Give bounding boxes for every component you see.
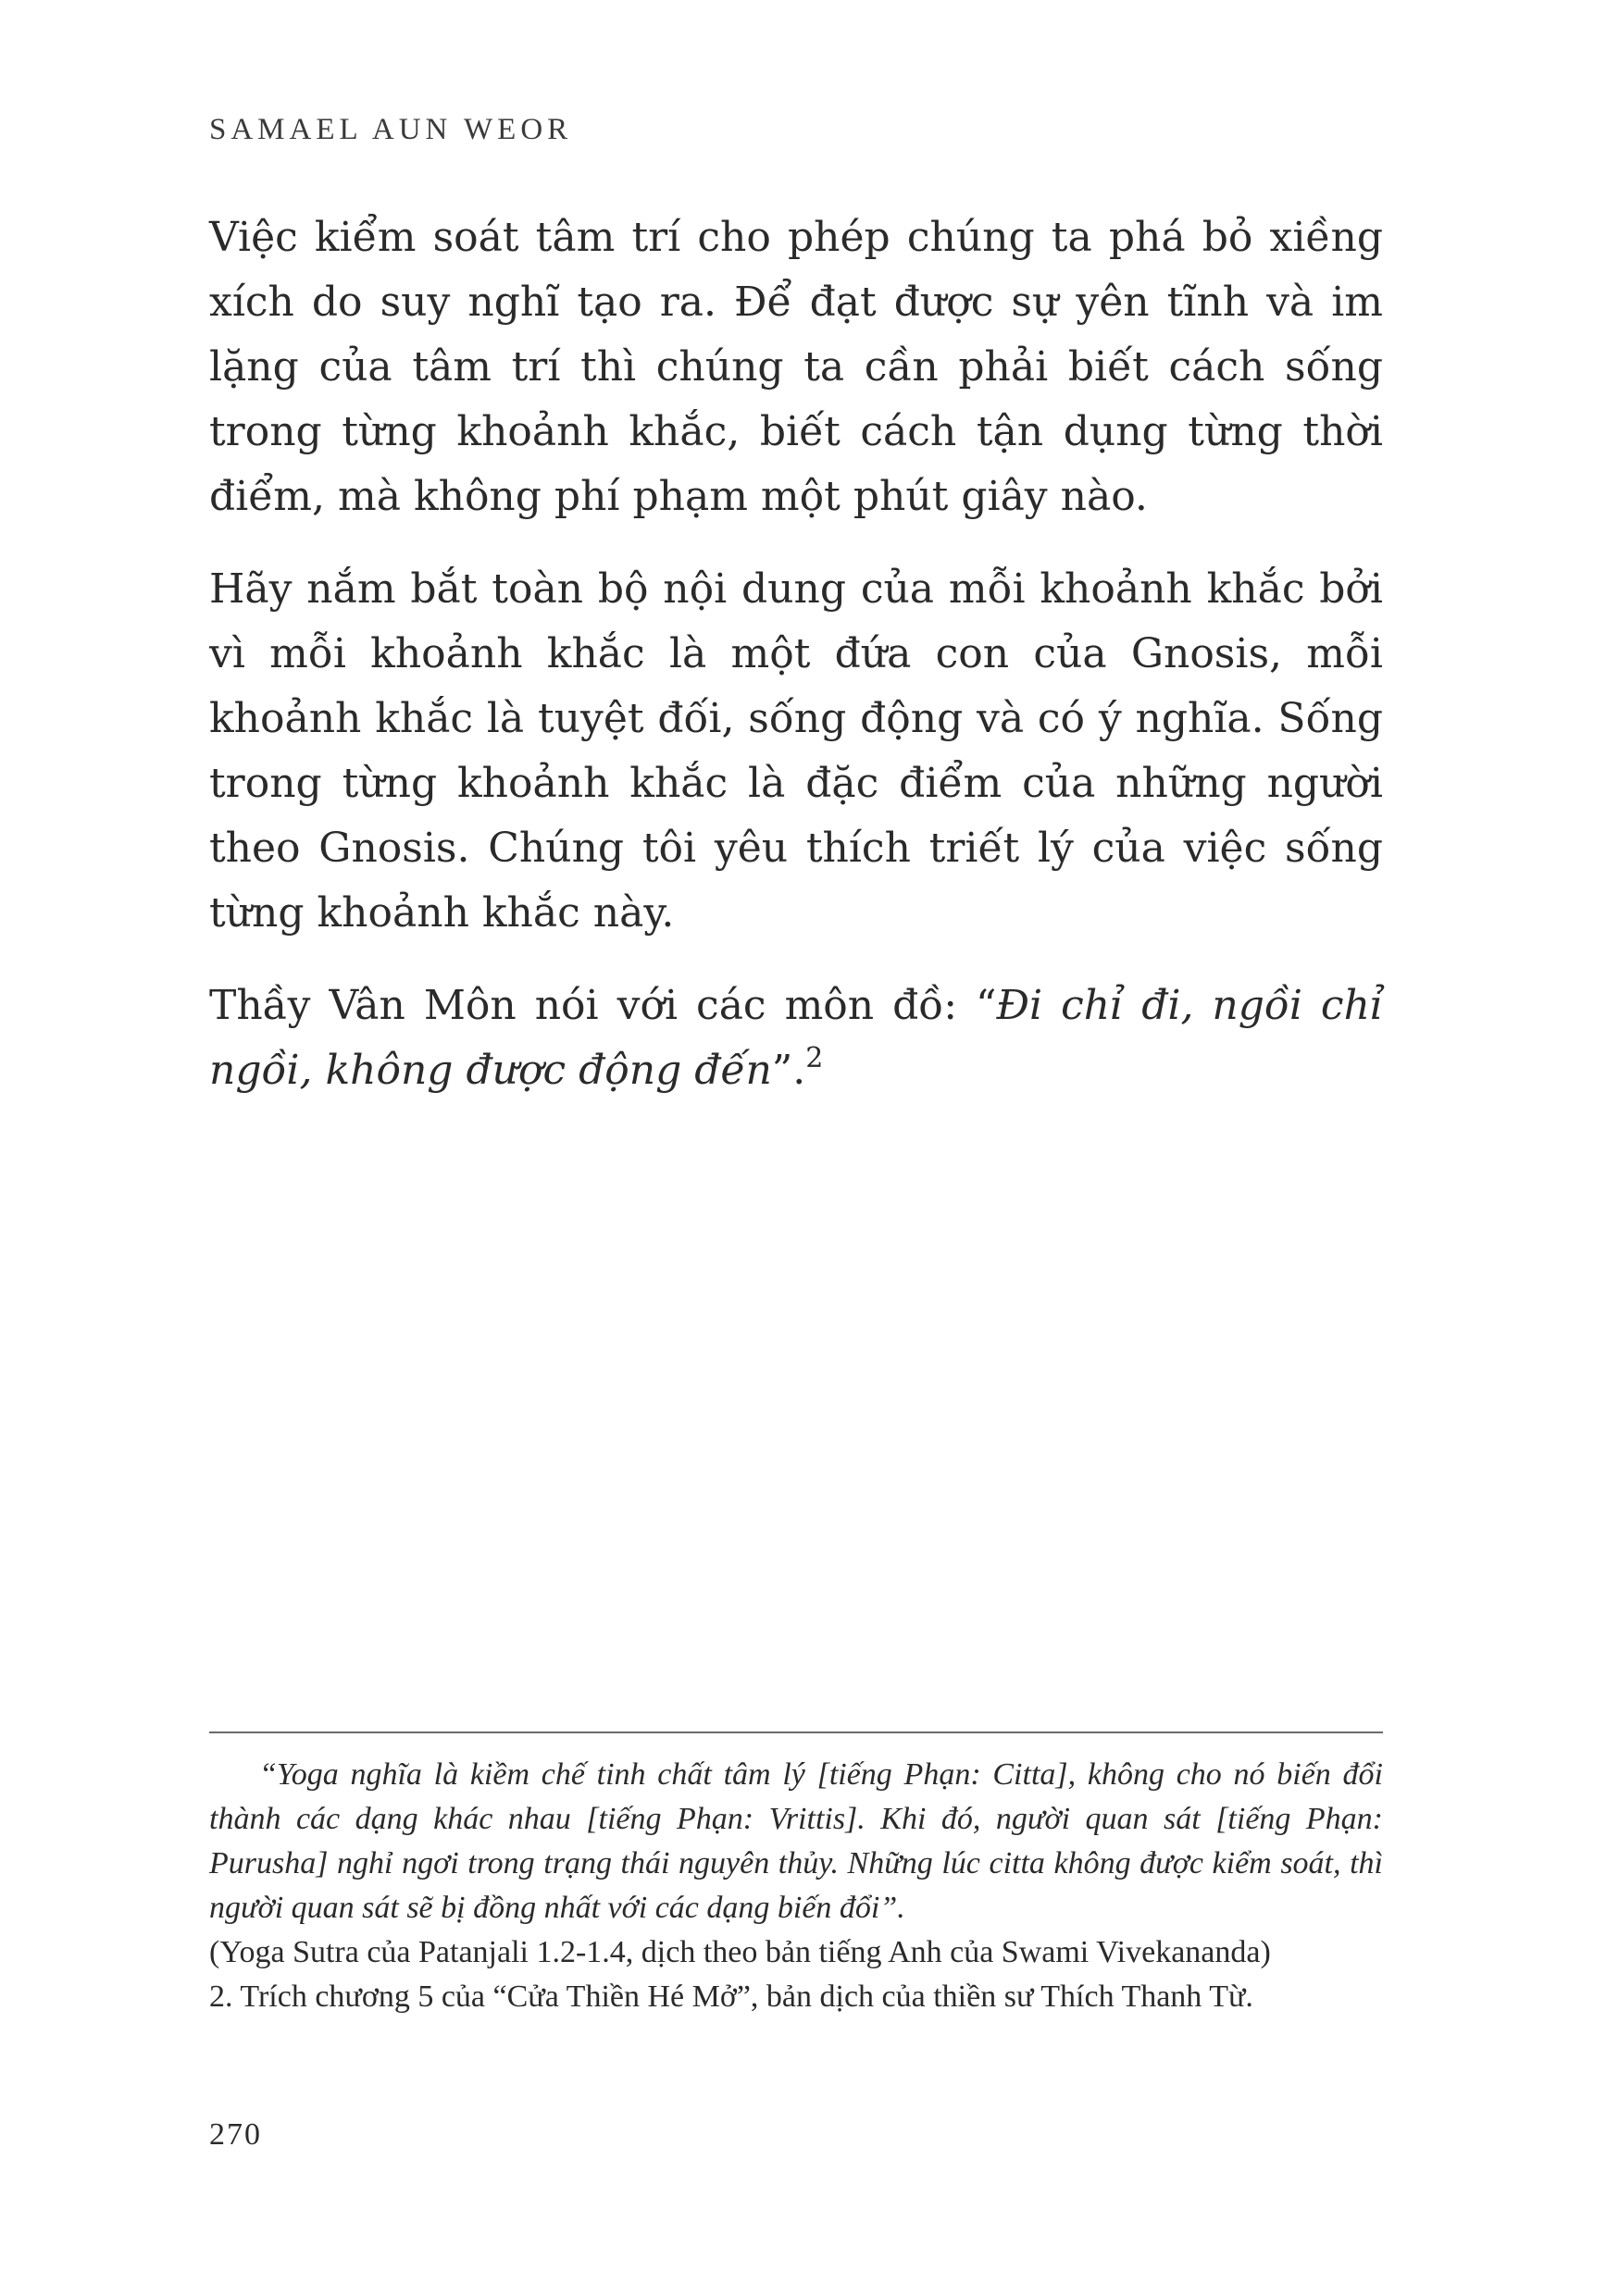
footnotes xyxy=(209,1753,1383,2019)
main-text xyxy=(209,205,1383,1131)
paragraph-2: Hãy nắm bắt toàn bộ nội dung của mỗi khoảnh khắc bởi vì mỗi khoảnh khắc là một đứa con của Gnosis, mỗi khoảnh khắc là tuyệt đối, sống động và có ý nghĩa. Sống trong từng khoảnh khắc là đặc điểm của những người theo Gnosis. Chúng tôi yêu thích triết lý của việc sống từng khoảnh khắc này. xyxy=(209,565,1383,937)
footnote-quote: “Yoga nghĩa là kiềm chế tinh chất tâm lý [tiếng Phạn: Citta], không cho nó biến đổi thành các dạng khác nhau [tiếng Phạn: Vrittis]. Khi đó, người quan sát [tiếng Phạn: Purusha] nghỉ ngơi trong trạng thái nguyên thủy. Những lúc citta không được kiểm soát, thì người quan sát sẽ bị đồng nhất với các dạng biến đổi”. xyxy=(209,1757,1383,1925)
paragraph-3-quote: Đi chỉ đi, ngồi chỉ ngồi, không được động đến xyxy=(209,982,1383,1094)
running-head: SAMAEL AUN WEOR xyxy=(209,113,573,146)
paragraph-3 xyxy=(209,974,1383,1103)
footnote-divider xyxy=(209,1731,1383,1733)
paragraph-3-tail: ”. xyxy=(771,1047,806,1094)
footnote-2: 2. Trích chương 5 của “Cửa Thiền Hé Mở”, bản dịch của thiền sư Thích Thanh Từ. xyxy=(209,1980,1253,2014)
footnote-source: (Yoga Sutra của Patanjali 1.2-1.4, dịch theo bản tiếng Anh của Swami Vivekananda) xyxy=(209,1935,1271,1969)
footnote-reference: 2 xyxy=(805,1042,824,1074)
page-number: 270 xyxy=(209,2117,262,2152)
paragraph-1: Việc kiểm soát tâm trí cho phép chúng ta phá bỏ xiềng xích do suy nghĩ tạo ra. Để đạt được sự yên tĩnh và im lặng của tâm trí thì chúng ta cần phải biết cách sống trong từng khoảnh khắc, biết cách tận dụng từng thời điểm, mà không phí phạm một phút giây nào. xyxy=(209,214,1383,520)
paragraph-3-lead: Thầy Vân Môn nói với các môn đồ: “ xyxy=(209,982,997,1029)
